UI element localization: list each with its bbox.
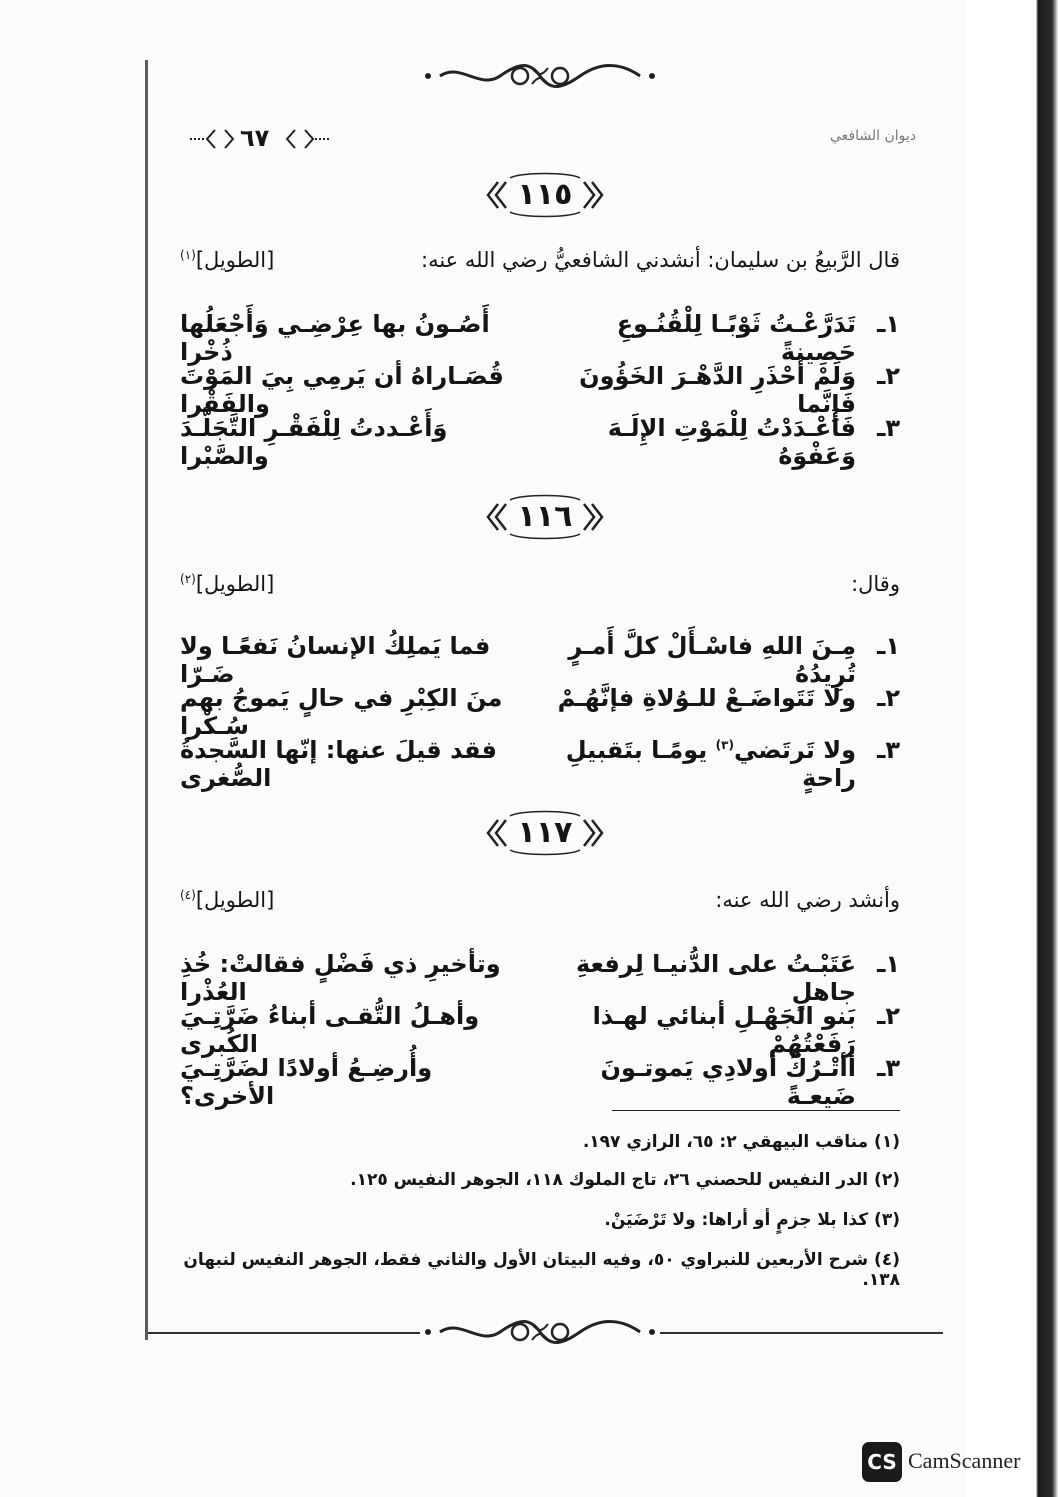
verse <box>180 676 900 740</box>
verse-first-hemistich: مِـنَ اللهِ فاسْـأَلْ كلَّ أَمـرٍ تُرِيدُهُ <box>568 632 856 688</box>
poem-number-117 <box>480 808 610 858</box>
verse <box>180 302 900 366</box>
poem-intro <box>180 572 900 596</box>
footnote: (١) مناقب البيهقي ٢: ٦٥، الرازي ١٩٧. <box>582 1132 900 1152</box>
poem-number-text: ١١٥ <box>517 177 573 212</box>
poem-number-text: ١١٧ <box>517 815 573 850</box>
verse-second-hemistich: وَأَعْـددتُ لِلْفَقْـرِ التَّجَلُّـدَ والصَّبْرا <box>180 414 448 470</box>
footnote: (٢) الدر النفيس للحصني ٢٦، تاج الملوك ١١٨، الجوهر النفيس ١٢٥. <box>350 1170 900 1190</box>
verse-number: ٢ـ <box>877 362 900 390</box>
verse <box>180 1046 900 1110</box>
verse-number: ١ـ <box>877 950 900 978</box>
verse-number: ٣ـ <box>877 1054 900 1082</box>
poem-number-text: ١١٦ <box>517 499 573 534</box>
verse-second-hemistich: منَ الكِبْرِ في حالٍ يَموجُ بهم سُـكْرا <box>180 684 503 740</box>
footnote: (٤) شرح الأربعين للنبراوي ٥٠، وفيه البيتان الأول والثاني فقط، الجوهر النفيس لنبهان ١٣٨. <box>183 1250 900 1290</box>
verse-second-hemistich: وأهـلُ التُّقـى أبناءُ ضَرَّتِـيَ الكُبرى <box>180 1002 480 1058</box>
camscanner-logo-icon: CS <box>862 1442 902 1482</box>
verse-second-hemistich: وتأخيرِ ذي فَضْلٍ فقالتْ: خُذِ العُذْرا <box>180 950 501 1006</box>
footnote-rule <box>612 1110 900 1111</box>
top-ornament <box>420 58 660 94</box>
verse <box>180 728 900 792</box>
verse-number: ٢ـ <box>877 1002 900 1030</box>
verse-first-hemistich: تَدَرَّعْـتُ ثَوْبًـا لِلْقُنُـوعِ حَصِينةً <box>616 310 856 366</box>
verse-number: ١ـ <box>877 310 900 338</box>
intro-text: وقال: <box>851 572 900 596</box>
verse-number: ٣ـ <box>877 414 900 442</box>
running-title: ديوان الشافعي <box>830 128 917 144</box>
intro-text: وأنشد رضي الله عنه: <box>715 888 900 912</box>
verse-second-hemistich: فقد قيلَ عنها: إنّها السَّجدةُ الصُّغرى <box>180 736 497 792</box>
verse-second-hemistich: أَصُـونُ بها عِرْضِـي وَأَجْعَلُها ذُخْرا <box>180 310 490 366</box>
verse <box>180 354 900 418</box>
verse <box>180 624 900 688</box>
verse-first-hemistich: وَلَمْ أَحْذَرِ الدَّهْـرَ الخَؤُونَ فَإِنَّما <box>579 362 856 418</box>
poem-intro <box>180 888 900 912</box>
verse-number: ٣ـ <box>877 736 900 764</box>
meter-label: [الطويل]$^{(٢)}$ <box>180 572 275 596</box>
verse-second-hemistich: فما يَملِكُ الإنسانُ نَفعًـا ولا ضَـرّا <box>180 632 491 688</box>
meter-label: [الطويل]$^{(١)}$ <box>180 248 275 272</box>
verse-number: ٢ـ <box>877 684 900 712</box>
verse-second-hemistich: وأُرضِـعُ أولادًا لضَرَّتِـيَ الأخرى؟ <box>180 1054 433 1110</box>
verse <box>180 942 900 1006</box>
note-ref: (٤) <box>180 888 196 902</box>
verse <box>180 406 900 470</box>
poem-number-115 <box>480 170 610 220</box>
verse-first-hemistich: بَنو الجَهْـلِ أبنائي لهـذا رَفَعْتُهُمْ <box>592 1002 856 1058</box>
verse-number: ١ـ <box>877 632 900 660</box>
verse-first-hemistich: عَتَبْـتُ على الدُّنيـا لِرفعةِ جاهلٍ <box>575 950 856 1006</box>
meter-label: [الطويل]$^{(٤)}$ <box>180 888 275 912</box>
poem-intro <box>180 248 900 272</box>
poem-number-116 <box>480 492 610 542</box>
bottom-ornament <box>420 1314 660 1350</box>
note-ref: (٢) <box>180 572 196 586</box>
book-spine-shadow <box>966 0 1058 1497</box>
verse-first-hemistich: ولا تَرتَضي$^{(٣)}$ يومًـا بتَقبيلِ راحةٍ <box>565 736 856 792</box>
footnote: (٣) كذا بلا جزمٍ أو أراها: ولا تَرْضَيَنْ. <box>604 1210 900 1230</box>
camscanner-watermark: CamScanner <box>908 1448 1021 1473</box>
verse <box>180 994 900 1058</box>
intro-text: قال الرَّبيعُ بن سليمان: أنشدني الشافعيُّ رضي الله عنه: <box>421 248 900 272</box>
verse-first-hemistich: أأتْـرُكُ أولادِي يَموتـونَ ضَيعـةً <box>600 1054 856 1110</box>
verse-first-hemistich: فَأَعْـدَدْتُ لِلْمَوْتِ الإِلَـهَ وَعَفْوَهُ <box>607 414 856 470</box>
page-left-border <box>145 60 148 1340</box>
note-ref: (٣) <box>715 738 734 752</box>
verse-second-hemistich: قُصَـاراهُ أن يَرمِي بِيَ المَوْتَ والفَقْرا <box>180 362 504 418</box>
note-ref: (١) <box>180 248 196 262</box>
verse-first-hemistich: ولا تَتَواضَـعْ للـوُلاةِ فإنَّهُـمْ <box>557 684 856 712</box>
page-number: ٦٧ <box>240 124 270 152</box>
